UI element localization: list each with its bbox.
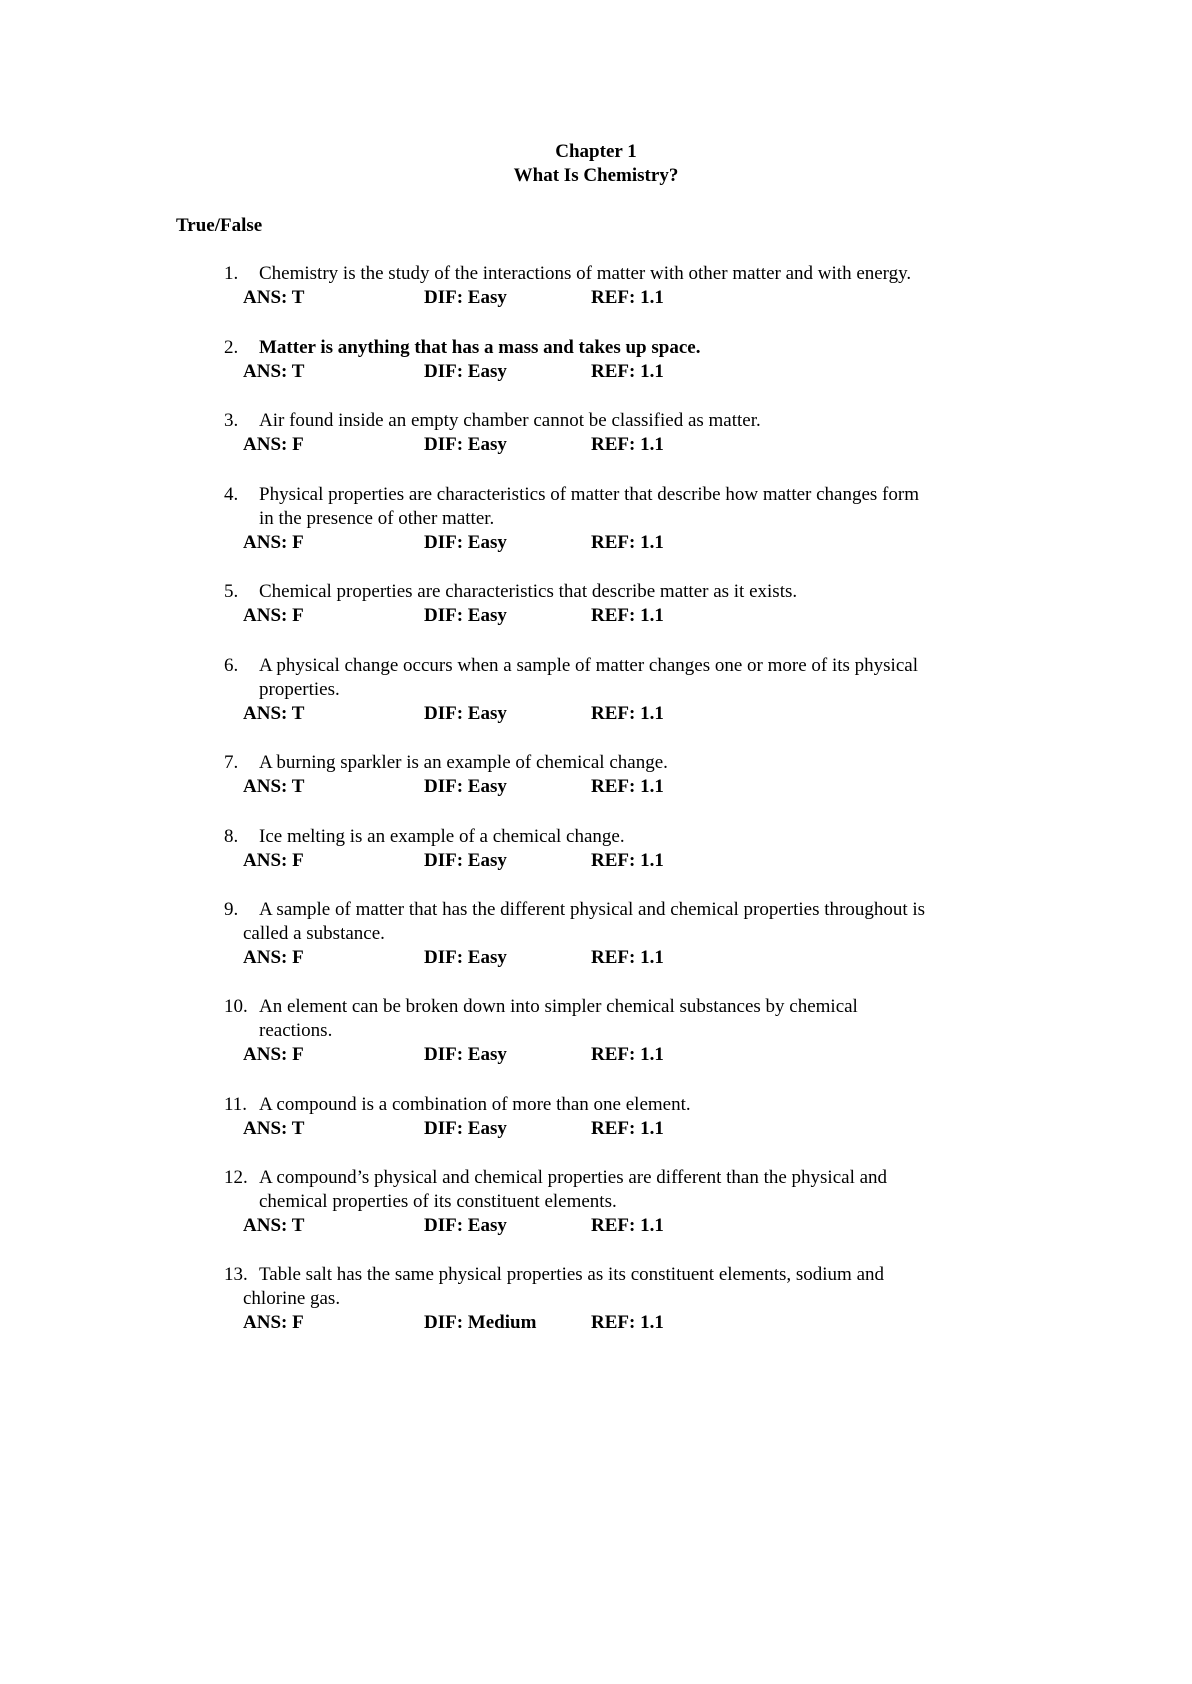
reference: REF: 1.1 — [591, 287, 664, 308]
reference: REF: 1.1 — [591, 532, 664, 553]
question-text: Table salt has the same physical properties as its constituent elements, sodium and — [259, 1264, 884, 1285]
question-number: 1. — [224, 263, 239, 284]
answer: ANS: T — [243, 1118, 305, 1139]
difficulty: DIF: Easy — [424, 1215, 507, 1236]
question-text-continued: called a substance. — [243, 923, 385, 944]
reference: REF: 1.1 — [591, 1044, 664, 1065]
reference: REF: 1.1 — [591, 776, 664, 797]
question-number: 3. — [224, 410, 239, 431]
question-text: A compound’s physical and chemical properties are different than the physical and — [259, 1167, 888, 1188]
answer: ANS: T — [243, 1215, 305, 1236]
difficulty: DIF: Medium — [424, 1312, 537, 1333]
reference: REF: 1.1 — [591, 434, 664, 455]
answer: ANS: F — [243, 850, 304, 871]
question-text: Matter is anything that has a mass and takes up space. — [259, 337, 701, 358]
reference: REF: 1.1 — [591, 1215, 664, 1236]
answer: ANS: F — [243, 434, 304, 455]
difficulty: DIF: Easy — [424, 703, 507, 724]
reference: REF: 1.1 — [591, 361, 664, 382]
question-text: Physical properties are characteristics of matter that describe how matter changes form — [259, 484, 919, 505]
question-text: A physical change occurs when a sample of matter changes one or more of its physical — [259, 655, 918, 676]
section-heading: True/False — [176, 215, 263, 236]
question-number: 6. — [224, 655, 239, 676]
difficulty: DIF: Easy — [424, 434, 507, 455]
difficulty: DIF: Easy — [424, 605, 507, 626]
question-text-continued: reactions. — [259, 1020, 333, 1041]
question-number: 13. — [224, 1264, 248, 1285]
chapter-title: What Is Chemistry? — [513, 165, 679, 186]
difficulty: DIF: Easy — [424, 776, 507, 797]
answer: ANS: T — [243, 703, 305, 724]
difficulty: DIF: Easy — [424, 287, 507, 308]
reference: REF: 1.1 — [591, 703, 664, 724]
difficulty: DIF: Easy — [424, 1044, 507, 1065]
answer: ANS: F — [243, 1044, 304, 1065]
difficulty: DIF: Easy — [424, 532, 507, 553]
question-number: 4. — [224, 484, 239, 505]
question-number: 10. — [224, 996, 248, 1017]
question-text-continued: chlorine gas. — [243, 1288, 341, 1309]
question-text: Chemical properties are characteristics that describe matter as it exists. — [259, 581, 798, 602]
answer: ANS: T — [243, 361, 305, 382]
question-number: 2. — [224, 337, 239, 358]
answer: ANS: T — [243, 287, 305, 308]
question-text: A burning sparkler is an example of chemical change. — [259, 752, 668, 773]
question-text: An element can be broken down into simpler chemical substances by chemical — [259, 996, 858, 1017]
chapter-number: Chapter 1 — [555, 141, 637, 162]
question-text: Chemistry is the study of the interactions of matter with other matter and with energy. — [259, 263, 912, 284]
difficulty: DIF: Easy — [424, 1118, 507, 1139]
question-text: A compound is a combination of more than one element. — [259, 1094, 691, 1115]
difficulty: DIF: Easy — [424, 361, 507, 382]
answer: ANS: F — [243, 1312, 304, 1333]
question-text-continued: properties. — [259, 679, 340, 700]
reference: REF: 1.1 — [591, 947, 664, 968]
question-number: 8. — [224, 826, 239, 847]
difficulty: DIF: Easy — [424, 850, 507, 871]
question-text: Air found inside an empty chamber cannot be classified as matter. — [259, 410, 761, 431]
question-number: 11. — [224, 1094, 248, 1115]
question-number: 5. — [224, 581, 239, 602]
reference: REF: 1.1 — [591, 850, 664, 871]
question-number: 7. — [224, 752, 239, 773]
question-number: 9. — [224, 899, 239, 920]
reference: REF: 1.1 — [591, 1118, 664, 1139]
answer: ANS: T — [243, 776, 305, 797]
difficulty: DIF: Easy — [424, 947, 507, 968]
question-text: Ice melting is an example of a chemical change. — [259, 826, 625, 847]
question-text-continued: chemical properties of its constituent elements. — [259, 1191, 617, 1212]
answer: ANS: F — [243, 947, 304, 968]
question-number: 12. — [224, 1167, 248, 1188]
reference: REF: 1.1 — [591, 605, 664, 626]
question-text: A sample of matter that has the different physical and chemical properties throughout is — [259, 899, 926, 920]
answer: ANS: F — [243, 532, 304, 553]
answer: ANS: F — [243, 605, 304, 626]
reference: REF: 1.1 — [591, 1312, 664, 1333]
question-text-continued: in the presence of other matter. — [259, 508, 495, 529]
